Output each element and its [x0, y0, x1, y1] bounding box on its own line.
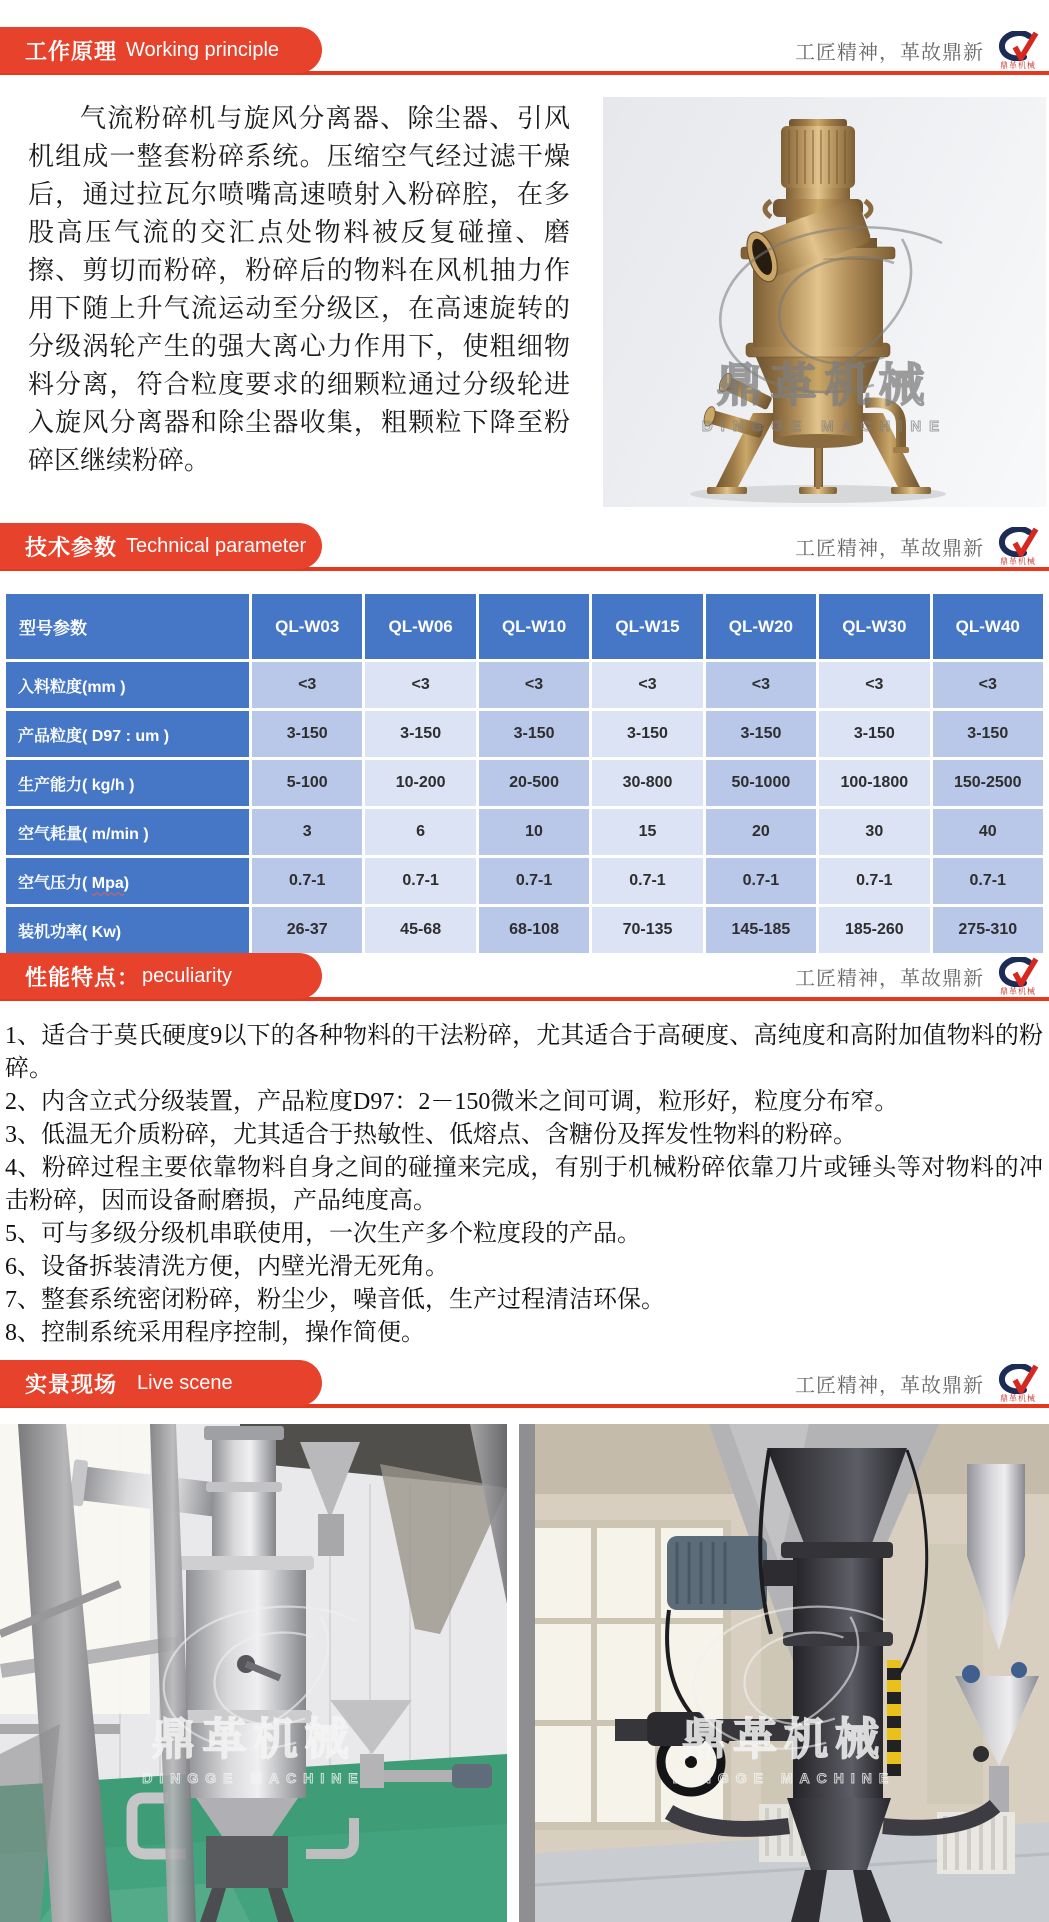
working-principle-paragraph: 气流粉碎机与旋风分离器、除尘器、引风机组成一整套粉碎系统。压缩空气经过滤干燥后，通过拉瓦尔喷嘴高速喷射入粉碎腔，在多股高压气流的交汇点处物料被反复碰撞、磨擦、剪切而粉碎，粉碎后的物料在风机抽力作用下随上升气流运动至分级区，在高速旋转的分级涡轮产生的强大离心力作用下，使粗细物料分离，符合粒度要求的细颗粒通过分级轮进入旋风分离器和除尘器收集，粗颗粒下降至粉碎区继续粉碎。 [28, 104, 570, 475]
table-row [6, 858, 1043, 904]
gd-logo-icon [997, 31, 1039, 61]
value-cell: 3-150 [479, 711, 589, 757]
peculiarity-banner [0, 953, 322, 999]
workshop-photo-right [519, 1424, 1049, 1922]
value-cell: 20 [706, 809, 816, 855]
section-header-technical-parameter [0, 523, 1049, 569]
feature-list [5, 1020, 1043, 1350]
value-cell: 0.7-1 [365, 858, 475, 904]
technical-parameter-banner [0, 523, 322, 569]
header-motto-area [795, 953, 1043, 999]
value-cell: 10-200 [365, 760, 475, 806]
value-cell: 0.7-1 [592, 858, 702, 904]
value-cell: 185-260 [819, 907, 929, 953]
banner-title-en: Live scene [137, 1371, 233, 1394]
value-cell: 6 [365, 809, 475, 855]
value-cell: 3 [252, 809, 362, 855]
banner-title-zh: 技术参数 [25, 534, 118, 560]
workshop-photo-left [0, 1424, 507, 1922]
header-motto-area [795, 27, 1043, 73]
table-row [6, 907, 1043, 953]
live-scene-photo-left [0, 1424, 507, 1922]
feature-item: 6、设备拆装清洗方便，内壁光滑无死角。 [5, 1254, 449, 1280]
value-cell: 50-1000 [706, 760, 816, 806]
motto-text: 工匠精神，革故鼎新 [795, 967, 984, 990]
row-label-cell: 入料粒度(mm ) [6, 662, 249, 708]
live-scene-banner [0, 1360, 322, 1406]
value-cell: <3 [933, 662, 1043, 708]
brand-logo-caption: 鼎革机械 [1000, 1393, 1036, 1403]
model-header-cell: QL-W06 [365, 594, 475, 659]
banner-title-en: peculiarity [142, 964, 233, 987]
value-cell: <3 [479, 662, 589, 708]
table-row [6, 711, 1043, 757]
model-header-cell: QL-W15 [592, 594, 702, 659]
value-cell: <3 [592, 662, 702, 708]
value-cell: 145-185 [706, 907, 816, 953]
value-cell: 0.7-1 [933, 858, 1043, 904]
value-cell: 100-1800 [819, 760, 929, 806]
header-motto-area [795, 1360, 1043, 1406]
banner-title-zh: 工作原理 [25, 38, 118, 64]
value-cell: 275-310 [933, 907, 1043, 953]
value-cell: 5-100 [252, 760, 362, 806]
gd-logo-icon [997, 957, 1039, 987]
value-cell: 0.7-1 [706, 858, 816, 904]
model-header-cell: QL-W30 [819, 594, 929, 659]
model-header-cell: QL-W20 [706, 594, 816, 659]
feature-item: 2、内含立式分级装置，产品粒度D97：2－150微米之间可调，粒形好，粒度分布窄。 [5, 1089, 899, 1115]
value-cell: 10 [479, 809, 589, 855]
feature-item: 3、低温无介质粉碎，尤其适合于热敏性、低熔点、含糖份及挥发性物料的粉碎。 [5, 1122, 857, 1148]
value-cell: 3-150 [252, 711, 362, 757]
motto-text: 工匠精神，革故鼎新 [795, 1374, 984, 1397]
feature-item: 8、控制系统采用程序控制，操作简便。 [5, 1320, 425, 1346]
brand-logo-caption: 鼎革机械 [1000, 556, 1036, 566]
value-cell: 15 [592, 809, 702, 855]
value-cell: 26-37 [252, 907, 362, 953]
value-cell: 3-150 [933, 711, 1043, 757]
brand-logo-caption: 鼎革机械 [1000, 60, 1036, 70]
value-cell: 45-68 [365, 907, 475, 953]
value-cell: <3 [819, 662, 929, 708]
jet-mill-render [603, 97, 1046, 507]
banner-title-zh: 实景现场 [25, 1371, 118, 1397]
row-label-cell: 空气耗量( m/min ) [6, 809, 249, 855]
feature-item: 7、整套系统密闭粉碎，粉尘少，噪音低，生产过程清洁环保。 [5, 1287, 665, 1313]
product-render-figure [603, 97, 1046, 507]
brand-logo [993, 957, 1043, 996]
section-header-peculiarity [0, 953, 1049, 999]
motto-text: 工匠精神，革故鼎新 [795, 41, 984, 64]
brand-logo [993, 527, 1043, 566]
value-cell: <3 [706, 662, 816, 708]
motto-text: 工匠精神，革故鼎新 [795, 537, 984, 560]
value-cell: 20-500 [479, 760, 589, 806]
feature-item: 1、适合于莫氏硬度9以下的各种物料的干法粉碎，尤其适合于高硬度、高纯度和高附加值物料的粉碎。 [5, 1023, 1043, 1082]
value-cell: 3-150 [365, 711, 475, 757]
brand-logo [993, 31, 1043, 70]
banner-title-zh: 性能特点： [25, 964, 141, 990]
banner-title-en: Technical parameter [126, 534, 307, 557]
value-cell: 3-150 [819, 711, 929, 757]
value-cell: 40 [933, 809, 1043, 855]
value-cell: 30-800 [592, 760, 702, 806]
row-label-cell: 产品粒度( D97 : um ) [6, 711, 249, 757]
gd-logo-icon [997, 527, 1039, 557]
technical-parameter-table [3, 591, 1046, 956]
table-corner-label: 型号参数 [6, 594, 249, 659]
value-cell: 0.7-1 [819, 858, 929, 904]
value-cell: 0.7-1 [252, 858, 362, 904]
value-cell: 150-2500 [933, 760, 1043, 806]
header-motto-area [795, 523, 1043, 569]
banner-title-en: Working principle [126, 38, 280, 61]
row-label-cell: 装机功率( Kw) [6, 907, 249, 953]
value-cell: 3-150 [706, 711, 816, 757]
value-cell: 68-108 [479, 907, 589, 953]
row-label-cell: 空气压力( Mpa) [6, 858, 249, 904]
brand-logo [993, 1364, 1043, 1403]
value-cell: 70-135 [592, 907, 702, 953]
model-header-cell: QL-W10 [479, 594, 589, 659]
gd-logo-icon [997, 1364, 1039, 1394]
value-cell: <3 [365, 662, 475, 708]
working-principle-banner [0, 27, 322, 73]
value-cell: 3-150 [592, 711, 702, 757]
model-header-cell: QL-W03 [252, 594, 362, 659]
row-label-cell: 生产能力( kg/h ) [6, 760, 249, 806]
value-cell: 0.7-1 [479, 858, 589, 904]
table-row [6, 809, 1043, 855]
live-scene-photo-right [519, 1424, 1049, 1922]
table-row [6, 760, 1043, 806]
value-cell: <3 [252, 662, 362, 708]
brand-logo-caption: 鼎革机械 [1000, 986, 1036, 996]
feature-item: 5、可与多级分级机串联使用，一次生产多个粒度段的产品。 [5, 1221, 641, 1247]
model-header-cell: QL-W40 [933, 594, 1043, 659]
value-cell: 30 [819, 809, 929, 855]
feature-item: 4、粉碎过程主要依靠物料自身之间的碰撞来完成，有别于机械粉碎依靠刀片或锤头等对物料的冲击粉碎，因而设备耐磨损，产品纯度高。 [5, 1155, 1043, 1214]
section-header-live-scene [0, 1360, 1049, 1406]
section-header-working-principle [0, 27, 1049, 73]
table-row [6, 662, 1043, 708]
